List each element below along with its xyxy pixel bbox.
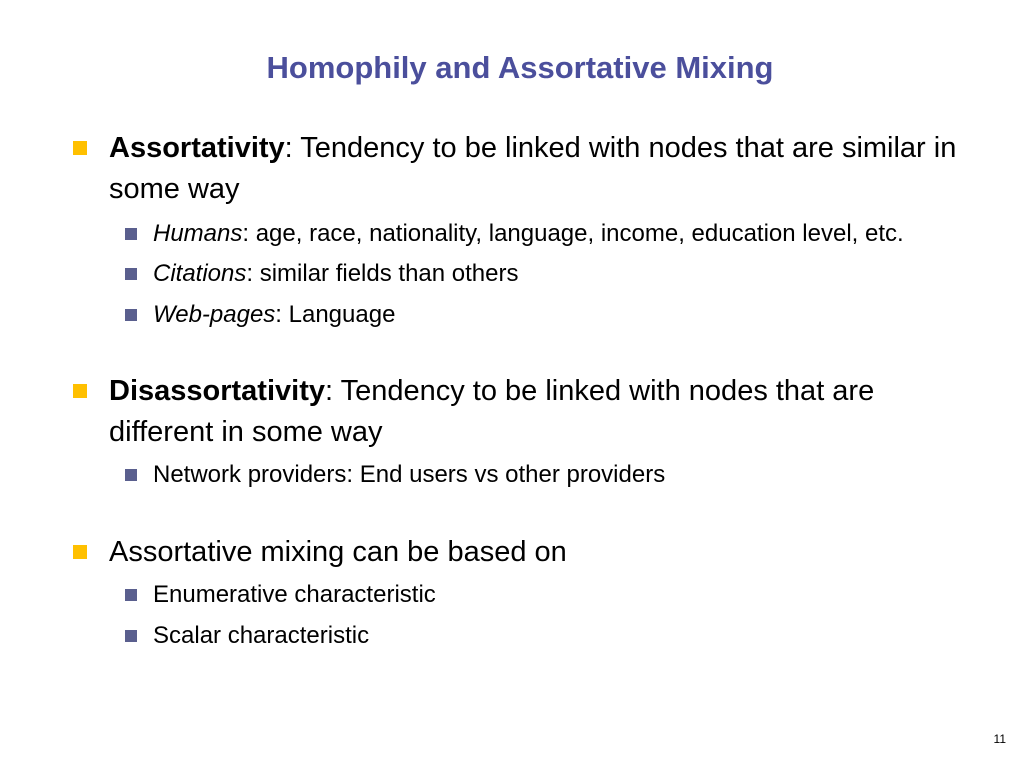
square-bullet-icon <box>125 228 137 240</box>
bullet-text: : Tendency to be linked with nodes that are similar in some way <box>109 132 957 205</box>
square-bullet-icon <box>125 630 137 642</box>
bullet-assortativity <box>72 128 982 210</box>
square-bullet-icon <box>125 309 137 321</box>
sub-bullet-text: Network providers: End users vs other providers <box>153 461 666 488</box>
bullet-assortative-mixing <box>72 532 982 573</box>
slide-title: Homophily and Assortative Mixing <box>266 50 774 85</box>
sub-bullet-term: Humans <box>153 220 243 247</box>
square-bullet-icon <box>125 268 137 280</box>
bullet-text: Assortative mixing can be based on <box>109 536 567 568</box>
square-bullet-icon <box>73 384 87 398</box>
sub-bullet-text: : similar fields than others <box>246 260 519 287</box>
sub-bullet-text: Scalar characteristic <box>153 622 370 649</box>
square-bullet-icon <box>125 589 137 601</box>
sub-bullet-text: Enumerative characteristic <box>153 581 436 608</box>
page-number: 11 <box>993 732 1006 746</box>
sub-bullet-enumerative <box>153 578 982 612</box>
sub-bullet-scalar <box>153 619 982 653</box>
bullet-term: Assortativity <box>109 132 285 164</box>
sub-bullet-humans <box>153 217 982 251</box>
slide-content <box>72 128 982 653</box>
square-bullet-icon <box>73 545 87 559</box>
bullet-term: Disassortativity <box>109 375 325 407</box>
square-bullet-icon <box>125 469 137 481</box>
sub-bullet-network-providers <box>153 458 982 492</box>
square-bullet-icon <box>73 141 87 155</box>
sub-bullet-text: : Language <box>275 301 396 328</box>
bullet-text: : Tendency to be linked with nodes that are different in some way <box>109 375 875 448</box>
sub-bullet-citations <box>153 257 982 291</box>
sub-bullet-text: : age, race, nationality, language, income, education level, etc. <box>242 220 904 247</box>
sub-bullet-term: Citations <box>153 260 247 287</box>
sub-bullet-web-pages <box>153 298 982 332</box>
sub-bullet-term: Web-pages <box>153 301 276 328</box>
bullet-disassortativity <box>72 371 982 453</box>
